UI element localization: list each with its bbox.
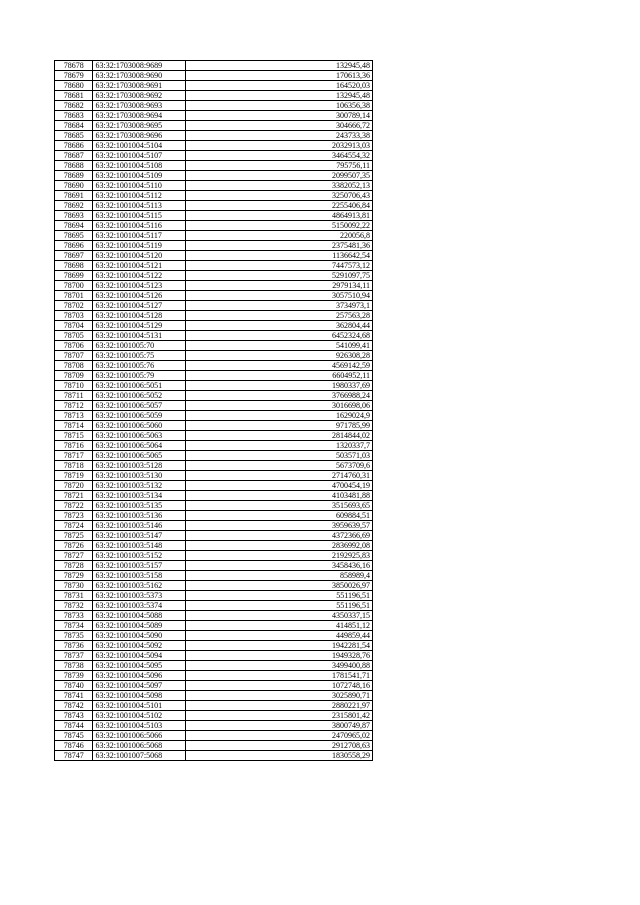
- table-row: [55, 181, 373, 191]
- table-row: [55, 731, 373, 741]
- cadastral-number-cell: 63:32:1001004:5104: [93, 141, 185, 151]
- row-number-cell: 78738: [55, 661, 93, 671]
- value-cell: 2814844,02: [185, 431, 372, 441]
- row-number-cell: 78737: [55, 651, 93, 661]
- table-row: [55, 91, 373, 101]
- table-row: [55, 151, 373, 161]
- value-cell: 2315801,42: [185, 711, 372, 721]
- row-number-cell: 78725: [55, 531, 93, 541]
- cadastral-number-cell: 63:32:1001004:5123: [93, 281, 185, 291]
- cadastral-number-cell: 63:32:1001004:5102: [93, 711, 185, 721]
- value-cell: 503571,03: [185, 451, 372, 461]
- cadastral-number-cell: 63:32:1001004:5128: [93, 311, 185, 321]
- value-cell: 2979134,11: [185, 281, 372, 291]
- row-number-cell: 78726: [55, 541, 93, 551]
- row-number-cell: 78719: [55, 471, 93, 481]
- table-row: [55, 701, 373, 711]
- value-cell: 5150092,22: [185, 221, 372, 231]
- cadastral-number-cell: 63:32:1001005:76: [93, 361, 185, 371]
- value-cell: 6452324,68: [185, 331, 372, 341]
- table-row: [55, 481, 373, 491]
- row-number-cell: 78702: [55, 301, 93, 311]
- cadastral-number-cell: 63:32:1703008:9691: [93, 81, 185, 91]
- row-number-cell: 78747: [55, 751, 93, 761]
- value-cell: 4569142,59: [185, 361, 372, 371]
- table-row: [55, 351, 373, 361]
- table-row: [55, 231, 373, 241]
- cadastral-number-cell: 63:32:1001004:5126: [93, 291, 185, 301]
- table-row: [55, 221, 373, 231]
- value-cell: 1629024,9: [185, 411, 372, 421]
- value-cell: 3250706,43: [185, 191, 372, 201]
- value-cell: 3766988,24: [185, 391, 372, 401]
- cadastral-number-cell: 63:32:1001004:5109: [93, 171, 185, 181]
- table-row: [55, 291, 373, 301]
- table-row: [55, 681, 373, 691]
- value-cell: 220056,8: [185, 231, 372, 241]
- cadastral-number-cell: 63:32:1703008:9689: [93, 61, 185, 71]
- table-row: [55, 321, 373, 331]
- table-row: [55, 531, 373, 541]
- row-number-cell: 78679: [55, 71, 93, 81]
- value-cell: 132945,48: [185, 61, 372, 71]
- cadastral-number-cell: 63:32:1001003:5135: [93, 501, 185, 511]
- value-cell: 926308,28: [185, 351, 372, 361]
- row-number-cell: 78716: [55, 441, 93, 451]
- row-number-cell: 78731: [55, 591, 93, 601]
- cadastral-number-cell: 63:32:1001004:5120: [93, 251, 185, 261]
- value-cell: 858989,4: [185, 571, 372, 581]
- value-cell: 1320337,7: [185, 441, 372, 451]
- value-cell: 1980337,69: [185, 381, 372, 391]
- row-number-cell: 78686: [55, 141, 93, 151]
- value-cell: 2836992,08: [185, 541, 372, 551]
- table-row: [55, 721, 373, 731]
- row-number-cell: 78682: [55, 101, 93, 111]
- table-row: [55, 401, 373, 411]
- cadastral-number-cell: 63:32:1703008:9690: [93, 71, 185, 81]
- row-number-cell: 78709: [55, 371, 93, 381]
- table-row: [55, 651, 373, 661]
- row-number-cell: 78685: [55, 131, 93, 141]
- table-row: [55, 131, 373, 141]
- value-cell: 551196,51: [185, 591, 372, 601]
- table-row: [55, 371, 373, 381]
- row-number-cell: 78720: [55, 481, 93, 491]
- table-row: [55, 391, 373, 401]
- row-number-cell: 78718: [55, 461, 93, 471]
- row-number-cell: 78695: [55, 231, 93, 241]
- table-row: [55, 511, 373, 521]
- cadastral-number-cell: 63:32:1001004:5115: [93, 211, 185, 221]
- row-number-cell: 78717: [55, 451, 93, 461]
- value-cell: 1136642,54: [185, 251, 372, 261]
- table-row: [55, 751, 373, 761]
- table-row: [55, 141, 373, 151]
- cadastral-number-cell: 63:32:1001006:5066: [93, 731, 185, 741]
- row-number-cell: 78723: [55, 511, 93, 521]
- value-cell: 304666,72: [185, 121, 372, 131]
- row-number-cell: 78703: [55, 311, 93, 321]
- value-cell: 2099507,35: [185, 171, 372, 181]
- cadastral-number-cell: 63:32:1001004:5098: [93, 691, 185, 701]
- value-cell: 3025890,71: [185, 691, 372, 701]
- table-row: [55, 641, 373, 651]
- cadastral-number-cell: 63:32:1001003:5152: [93, 551, 185, 561]
- table-row: [55, 521, 373, 531]
- row-number-cell: 78704: [55, 321, 93, 331]
- cadastral-number-cell: 63:32:1001003:5132: [93, 481, 185, 491]
- cadastral-number-cell: 63:32:1001004:5116: [93, 221, 185, 231]
- row-number-cell: 78712: [55, 401, 93, 411]
- table-row: [55, 431, 373, 441]
- table-row: [55, 591, 373, 601]
- value-cell: 3850026,97: [185, 581, 372, 591]
- value-cell: 3499400,88: [185, 661, 372, 671]
- cadastral-number-cell: 63:32:1001003:5130: [93, 471, 185, 481]
- table-row: [55, 241, 373, 251]
- table-row: [55, 161, 373, 171]
- cadastral-number-cell: 63:32:1001004:5117: [93, 231, 185, 241]
- row-number-cell: 78742: [55, 701, 93, 711]
- value-cell: 3515693,65: [185, 501, 372, 511]
- row-number-cell: 78746: [55, 741, 93, 751]
- row-number-cell: 78692: [55, 201, 93, 211]
- row-number-cell: 78744: [55, 721, 93, 731]
- row-number-cell: 78736: [55, 641, 93, 651]
- row-number-cell: 78687: [55, 151, 93, 161]
- row-number-cell: 78688: [55, 161, 93, 171]
- row-number-cell: 78724: [55, 521, 93, 531]
- row-number-cell: 78734: [55, 621, 93, 631]
- value-cell: 2470965,02: [185, 731, 372, 741]
- value-cell: 4864913,81: [185, 211, 372, 221]
- row-number-cell: 78715: [55, 431, 93, 441]
- row-number-cell: 78728: [55, 561, 93, 571]
- table-row: [55, 61, 373, 71]
- value-cell: 1781541,71: [185, 671, 372, 681]
- table-row: [55, 691, 373, 701]
- value-cell: 1949328,76: [185, 651, 372, 661]
- cadastral-number-cell: 63:32:1001005:70: [93, 341, 185, 351]
- value-cell: 170613,36: [185, 71, 372, 81]
- value-cell: 551196,51: [185, 601, 372, 611]
- value-cell: 541099,41: [185, 341, 372, 351]
- cadastral-number-cell: 63:32:1001004:5092: [93, 641, 185, 651]
- row-number-cell: 78681: [55, 91, 93, 101]
- cadastral-number-cell: 63:32:1001003:5148: [93, 541, 185, 551]
- cadastral-number-cell: 63:32:1001003:5373: [93, 591, 185, 601]
- cadastral-number-cell: 63:32:1001004:5088: [93, 611, 185, 621]
- cadastral-number-cell: 63:32:1001003:5147: [93, 531, 185, 541]
- row-number-cell: 78730: [55, 581, 93, 591]
- row-number-cell: 78739: [55, 671, 93, 681]
- value-cell: 414851,12: [185, 621, 372, 631]
- row-number-cell: 78700: [55, 281, 93, 291]
- value-cell: 3382052,13: [185, 181, 372, 191]
- cadastral-number-cell: 63:32:1001003:5158: [93, 571, 185, 581]
- value-cell: 4350337,15: [185, 611, 372, 621]
- value-cell: 2912708,63: [185, 741, 372, 751]
- value-cell: 2880221,97: [185, 701, 372, 711]
- table-row: [55, 441, 373, 451]
- row-number-cell: 78705: [55, 331, 93, 341]
- cadastral-number-cell: 63:32:1001004:5090: [93, 631, 185, 641]
- table-row: [55, 461, 373, 471]
- row-number-cell: 78735: [55, 631, 93, 641]
- table-row: [55, 631, 373, 641]
- table-row: [55, 251, 373, 261]
- row-number-cell: 78711: [55, 391, 93, 401]
- table-row: [55, 211, 373, 221]
- cadastral-number-cell: 63:32:1001003:5136: [93, 511, 185, 521]
- table-row: [55, 111, 373, 121]
- cadastral-number-cell: 63:32:1001006:5052: [93, 391, 185, 401]
- row-number-cell: 78678: [55, 61, 93, 71]
- value-cell: 243733,38: [185, 131, 372, 141]
- value-cell: 3800749,87: [185, 721, 372, 731]
- row-number-cell: 78701: [55, 291, 93, 301]
- row-number-cell: 78699: [55, 271, 93, 281]
- table-row: [55, 71, 373, 81]
- value-cell: 4700454,19: [185, 481, 372, 491]
- value-cell: 2375481,36: [185, 241, 372, 251]
- row-number-cell: 78745: [55, 731, 93, 741]
- row-number-cell: 78710: [55, 381, 93, 391]
- cadastral-number-cell: 63:32:1001003:5146: [93, 521, 185, 531]
- cadastral-number-cell: 63:32:1001004:5131: [93, 331, 185, 341]
- cadastral-number-cell: 63:32:1001004:5103: [93, 721, 185, 731]
- cadastral-number-cell: 63:32:1001004:5094: [93, 651, 185, 661]
- row-number-cell: 78707: [55, 351, 93, 361]
- cadastral-number-cell: 63:32:1703008:9693: [93, 101, 185, 111]
- row-number-cell: 78740: [55, 681, 93, 691]
- row-number-cell: 78708: [55, 361, 93, 371]
- row-number-cell: 78694: [55, 221, 93, 231]
- cadastral-number-cell: 63:32:1001005:79: [93, 371, 185, 381]
- table-row: [55, 341, 373, 351]
- value-cell: 4372366,69: [185, 531, 372, 541]
- value-cell: 971785,99: [185, 421, 372, 431]
- cadastral-value-table: [54, 60, 373, 761]
- row-number-cell: 78693: [55, 211, 93, 221]
- table-row: [55, 411, 373, 421]
- table-row: [55, 741, 373, 751]
- cadastral-number-cell: 63:32:1001004:5096: [93, 671, 185, 681]
- cadastral-number-cell: 63:32:1001004:5121: [93, 261, 185, 271]
- cadastral-number-cell: 63:32:1001004:5119: [93, 241, 185, 251]
- cadastral-number-cell: 63:32:1001006:5068: [93, 741, 185, 751]
- table-row: [55, 81, 373, 91]
- row-number-cell: 78721: [55, 491, 93, 501]
- value-cell: 1942281,54: [185, 641, 372, 651]
- value-cell: 2255406,84: [185, 201, 372, 211]
- cadastral-number-cell: 63:32:1001004:5113: [93, 201, 185, 211]
- row-number-cell: 78697: [55, 251, 93, 261]
- value-cell: 164520,03: [185, 81, 372, 91]
- table-row: [55, 311, 373, 321]
- row-number-cell: 78741: [55, 691, 93, 701]
- cadastral-number-cell: 63:32:1001003:5374: [93, 601, 185, 611]
- row-number-cell: 78714: [55, 421, 93, 431]
- value-cell: 132945,48: [185, 91, 372, 101]
- table-row: [55, 331, 373, 341]
- table-row: [55, 581, 373, 591]
- table-body: [55, 61, 373, 761]
- table-row: [55, 711, 373, 721]
- table-row: [55, 421, 373, 431]
- row-number-cell: 78680: [55, 81, 93, 91]
- table-row: [55, 501, 373, 511]
- value-cell: 6604952,11: [185, 371, 372, 381]
- table-row: [55, 121, 373, 131]
- value-cell: 5673709,6: [185, 461, 372, 471]
- cadastral-number-cell: 63:32:1001004:5097: [93, 681, 185, 691]
- value-cell: 3734973,1: [185, 301, 372, 311]
- table-row: [55, 101, 373, 111]
- value-cell: 106356,38: [185, 101, 372, 111]
- row-number-cell: 78727: [55, 551, 93, 561]
- row-number-cell: 78698: [55, 261, 93, 271]
- cadastral-number-cell: 63:32:1001006:5059: [93, 411, 185, 421]
- value-cell: 449859,44: [185, 631, 372, 641]
- row-number-cell: 78684: [55, 121, 93, 131]
- value-cell: 2032913,03: [185, 141, 372, 151]
- row-number-cell: 78690: [55, 181, 93, 191]
- value-cell: 3458436,16: [185, 561, 372, 571]
- value-cell: 4103481,88: [185, 491, 372, 501]
- table-row: [55, 191, 373, 201]
- cadastral-number-cell: 63:32:1001006:5057: [93, 401, 185, 411]
- row-number-cell: 78706: [55, 341, 93, 351]
- row-number-cell: 78732: [55, 601, 93, 611]
- table-row: [55, 471, 373, 481]
- table-row: [55, 491, 373, 501]
- value-cell: 300789,14: [185, 111, 372, 121]
- value-cell: 3016698,06: [185, 401, 372, 411]
- cadastral-number-cell: 63:32:1001004:5110: [93, 181, 185, 191]
- row-number-cell: 78683: [55, 111, 93, 121]
- row-number-cell: 78733: [55, 611, 93, 621]
- row-number-cell: 78722: [55, 501, 93, 511]
- value-cell: 1072748,16: [185, 681, 372, 691]
- table-row: [55, 281, 373, 291]
- table-row: [55, 271, 373, 281]
- cadastral-number-cell: 63:32:1001006:5065: [93, 451, 185, 461]
- cadastral-number-cell: 63:32:1703008:9694: [93, 111, 185, 121]
- value-cell: 3057510,94: [185, 291, 372, 301]
- cadastral-number-cell: 63:32:1001004:5108: [93, 161, 185, 171]
- cadastral-number-cell: 63:32:1001004:5089: [93, 621, 185, 631]
- cadastral-number-cell: 63:32:1001006:5051: [93, 381, 185, 391]
- cadastral-number-cell: 63:32:1001006:5063: [93, 431, 185, 441]
- value-cell: 362804,44: [185, 321, 372, 331]
- table-row: [55, 571, 373, 581]
- value-cell: 3959639,57: [185, 521, 372, 531]
- table-row: [55, 201, 373, 211]
- value-cell: 2714760,31: [185, 471, 372, 481]
- cadastral-number-cell: 63:32:1001004:5101: [93, 701, 185, 711]
- row-number-cell: 78691: [55, 191, 93, 201]
- table-row: [55, 551, 373, 561]
- table-row: [55, 381, 373, 391]
- cadastral-number-cell: 63:32:1001003:5162: [93, 581, 185, 591]
- value-cell: 795756,11: [185, 161, 372, 171]
- table-row: [55, 541, 373, 551]
- cadastral-number-cell: 63:32:1001003:5157: [93, 561, 185, 571]
- cadastral-number-cell: 63:32:1001004:5112: [93, 191, 185, 201]
- value-cell: 609884,51: [185, 511, 372, 521]
- cadastral-number-cell: 63:32:1001004:5127: [93, 301, 185, 311]
- cadastral-number-cell: 63:32:1001005:75: [93, 351, 185, 361]
- table-row: [55, 661, 373, 671]
- table-row: [55, 171, 373, 181]
- cadastral-number-cell: 63:32:1001004:5129: [93, 321, 185, 331]
- table-row: [55, 671, 373, 681]
- value-cell: 2192925,83: [185, 551, 372, 561]
- row-number-cell: 78713: [55, 411, 93, 421]
- cadastral-number-cell: 63:32:1001003:5134: [93, 491, 185, 501]
- row-number-cell: 78729: [55, 571, 93, 581]
- table-row: [55, 611, 373, 621]
- table-row: [55, 601, 373, 611]
- value-cell: 1830558,29: [185, 751, 372, 761]
- table-row: [55, 621, 373, 631]
- cadastral-number-cell: 63:32:1703008:9692: [93, 91, 185, 101]
- cadastral-number-cell: 63:32:1001004:5095: [93, 661, 185, 671]
- value-cell: 7447573,12: [185, 261, 372, 271]
- cadastral-number-cell: 63:32:1001006:5060: [93, 421, 185, 431]
- cadastral-number-cell: 63:32:1703008:9696: [93, 131, 185, 141]
- table-row: [55, 261, 373, 271]
- cadastral-number-cell: 63:32:1001004:5107: [93, 151, 185, 161]
- table-row: [55, 451, 373, 461]
- cadastral-number-cell: 63:32:1703008:9695: [93, 121, 185, 131]
- table-row: [55, 301, 373, 311]
- cadastral-number-cell: 63:32:1001006:5064: [93, 441, 185, 451]
- table-row: [55, 561, 373, 571]
- cadastral-number-cell: 63:32:1001003:5128: [93, 461, 185, 471]
- row-number-cell: 78743: [55, 711, 93, 721]
- row-number-cell: 78696: [55, 241, 93, 251]
- row-number-cell: 78689: [55, 171, 93, 181]
- value-cell: 3464554,32: [185, 151, 372, 161]
- table-row: [55, 361, 373, 371]
- value-cell: 5291097,75: [185, 271, 372, 281]
- value-cell: 257563,28: [185, 311, 372, 321]
- cadastral-number-cell: 63:32:1001004:5122: [93, 271, 185, 281]
- cadastral-number-cell: 63:32:1001007:5068: [93, 751, 185, 761]
